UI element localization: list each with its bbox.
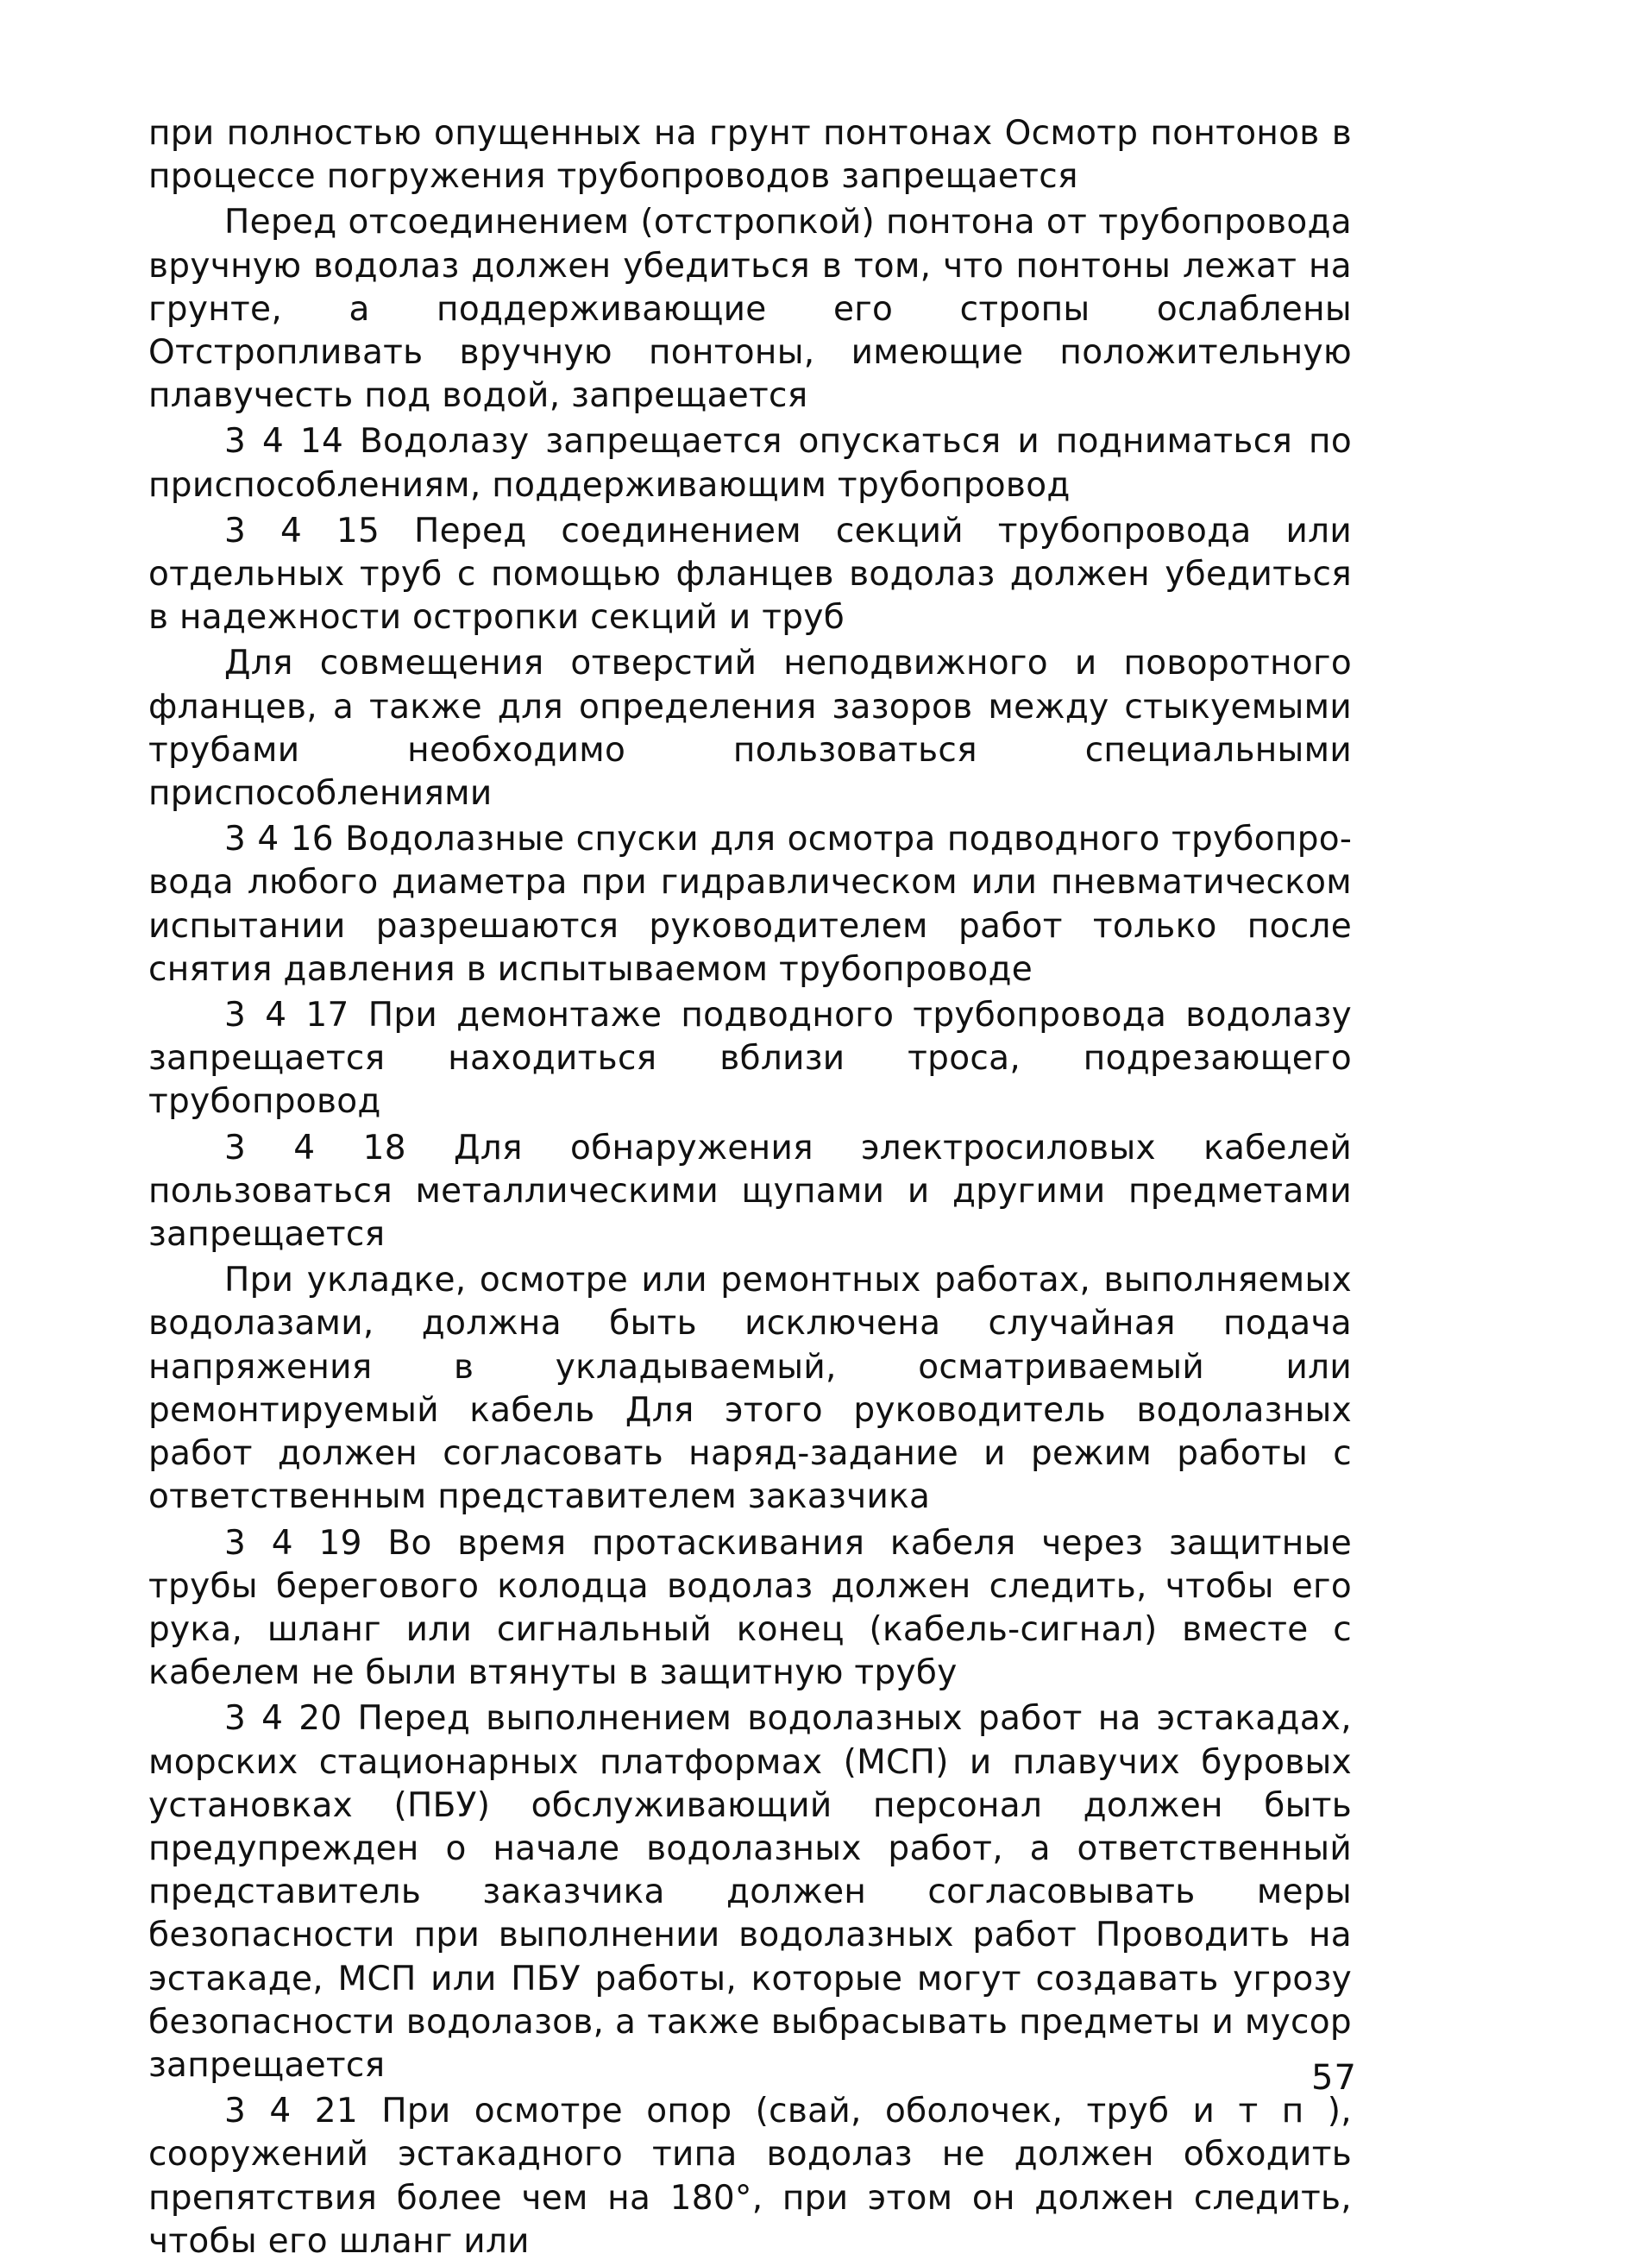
paragraph-3-4-16: 3 4 16 Водолазные спуски для осмотра подводного трубопровода любого диаметра при гидравлическом или пневматическом испытании разрешаются руководителем работ только после снятия давления в испытываемом трубопроводе	[148, 820, 1352, 989]
paragraph-1: при полностью опущенных на грунт понтонах Осмотр понтонов в процессе погружения трубопроводов запрещается	[148, 114, 1352, 197]
paragraph-3-4-18: 3 4 18 Для обнаружения электросиловых кабелей пользоваться металлическими щупами и другими предметами запрещается	[148, 1128, 1352, 1255]
paragraph-2: Перед отсоединением (отстропкой) понтона от трубопровода вручную водолаз должен убедиться в том, что понтоны лежат на грунте, а поддерживающие его стропы ослаблены Отстропливать вручную понтоны, имеющие положительную плавучесть под водой, запрещается	[148, 203, 1352, 416]
paragraph-3-4-20: 3 4 20 Перед выполнением водолазных работ на эстакадах, морских стационарных платформах (МСП) и плавучих буровых установках (ПБУ) обслуживающий персонал должен быть предупрежден о начале водолазных работ, а ответственный представитель заказчика должен согласовывать меры безопасности при выполнении водолазных работ Проводить на эстакаде, МСП или ПБУ работы, которые могут создавать угрозу безопасности водолазов, а также выбрасывать предметы и мусор запрещается	[148, 1699, 1352, 2085]
page-number: 57	[1311, 2058, 1357, 2098]
paragraph-cable-voltage: При укладке, осмотре или ремонтных работах, выполняемых водолазами, должна быть исключена случайная подача напряжения в укладываемый, осматриваемый или ремонтируемый кабель Для этого руководитель водолазных работ должен согласовать наряд-задание и режим работы с ответственным представителем заказчика	[148, 1261, 1352, 1517]
document-page	[148, 112, 1352, 2266]
paragraph-3-4-21: 3 4 21 При осмотре опор (свай, оболочек, труб и т п ), сооружений эстакадного типа водолаз не должен обходить препятствия более чем на 180°, при этом он должен следить, чтобы его шланг или	[148, 2092, 1352, 2261]
paragraph-flange-alignment: Для совмещения отверстий неподвижного и поворотного фланцев, а также для определения зазоров между стыкуемыми трубами необходимо пользоваться специальными приспособлениями	[148, 644, 1352, 814]
paragraph-3-4-17: 3 4 17 При демонтаже подводного трубопровода водолазу запрещается находиться вблизи троса, подрезающего трубопровод	[148, 996, 1352, 1122]
paragraph-3-4-19: 3 4 19 Во время протаскивания кабеля через защитные трубы берегового колодца водолаз должен следить, чтобы его рука, шланг или сигнальный конец (кабель-сигнал) вместе с кабелем не были втянуты в защитную трубу	[148, 1523, 1352, 1693]
paragraph-3-4-15: 3 4 15 Перед соединением секций трубопровода или отдельных труб с помощью фланцев водолаз должен убедиться в надежности остропки секций и труб	[148, 511, 1352, 638]
paragraph-3-4-14: 3 4 14 Водолазу запрещается опускаться и подниматься по приспособлениям, поддерживающим трубопровод	[148, 422, 1352, 505]
